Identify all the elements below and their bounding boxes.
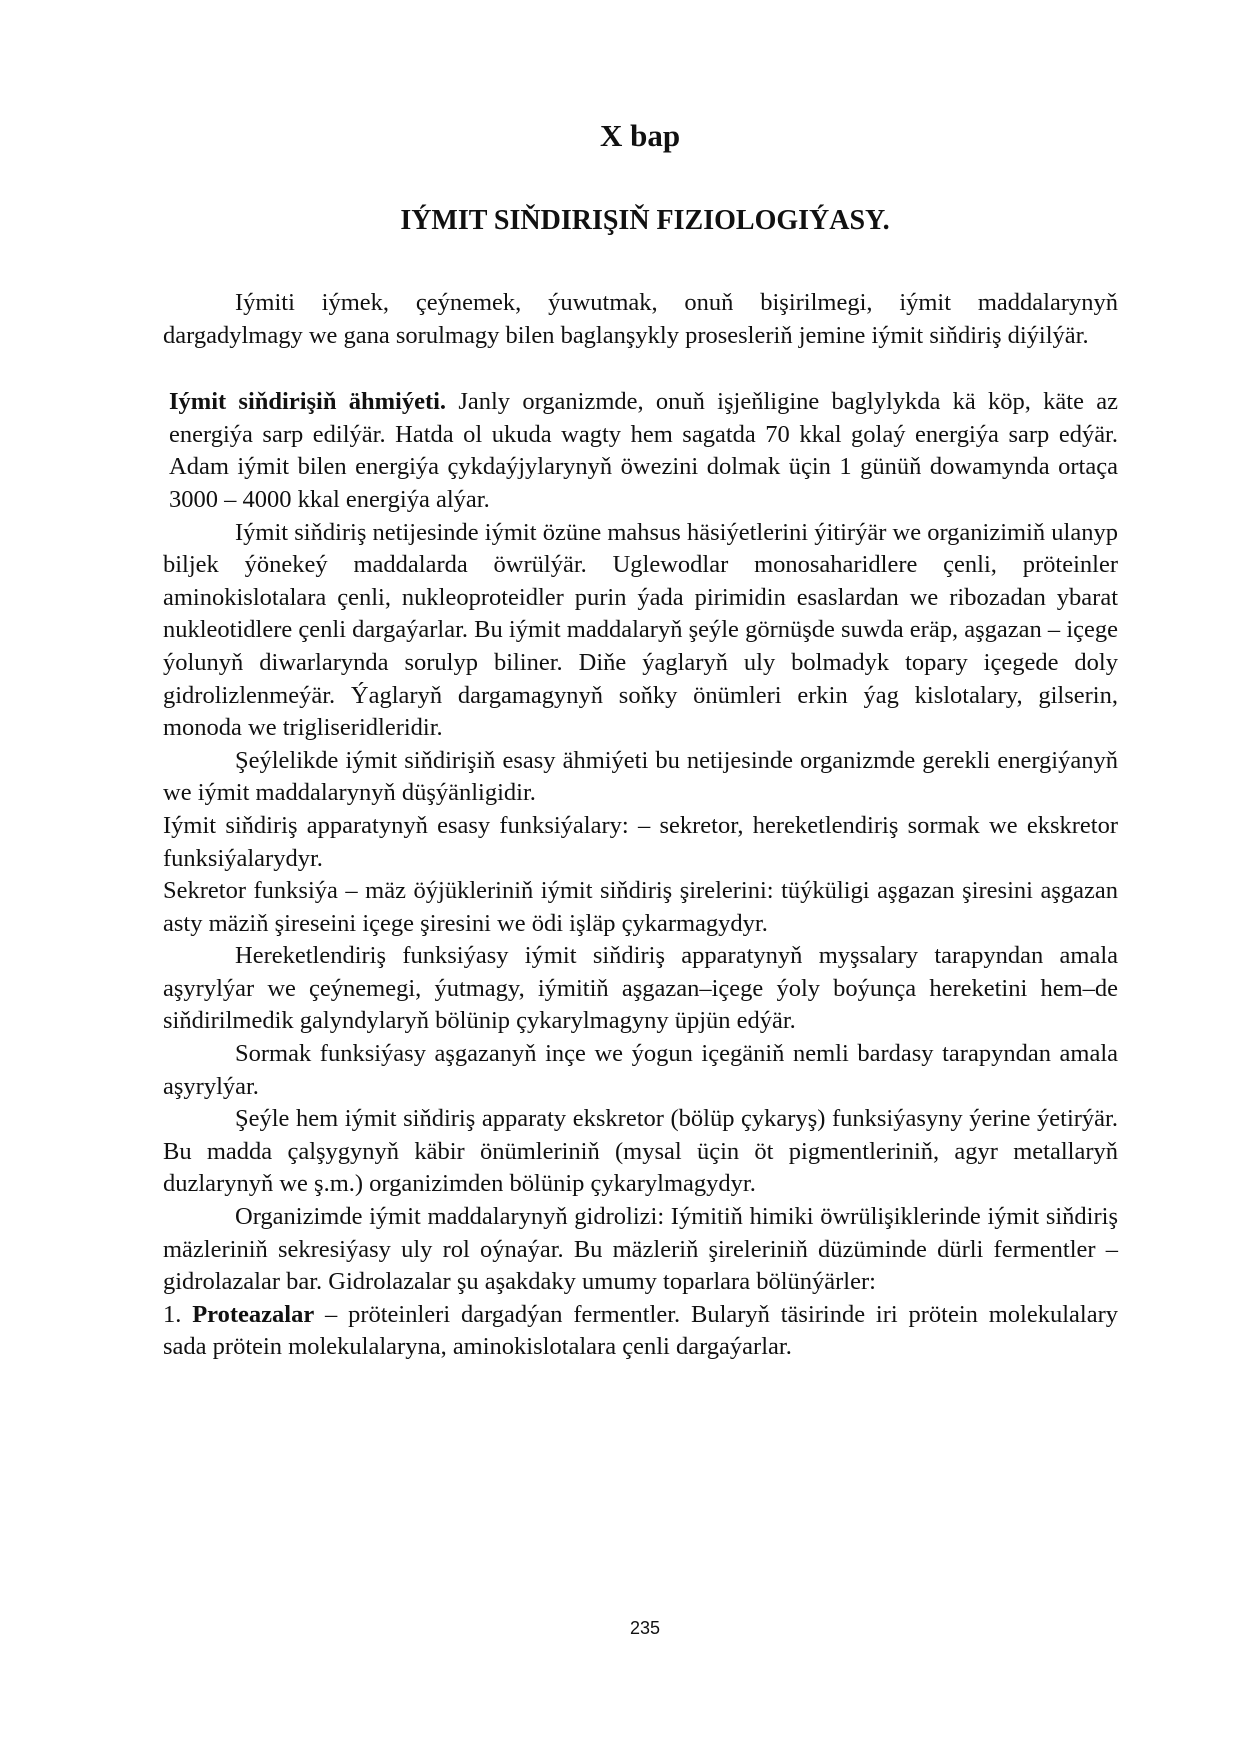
list-number: 1. xyxy=(163,1300,193,1328)
paragraph-hydrolysis: Organizimde iýmit maddalarynyň gidrolizi: Iýmitiň himiki öwrülişiklerinde iýmit siňdiriş mäzleriniň sekresiýasy uly rol oýnaýar. Bu mäzleriň şireleriniň düzüminde dürli fermentler – gidrolazalar bar. Gidrolazalar şu aşakdaky umumy toparlara bölünýärler: xyxy=(163,1203,1118,1296)
paragraph-secretory: Sekretor funksiýa – mäz öýjükleriniň iýmit siňdiriş şirelerini: tüýküligi aşgazan şiresini aşgazan asty mäziň şireseini içege şiresini we ödi işläp çykarmagydyr. xyxy=(163,877,1118,937)
chapter-title: IÝMIT SIŇDIRIŞIŇ FIZIOLOGIÝASY. xyxy=(400,205,890,236)
importance-heading: Iýmit siňdirişiň ähmiýeti. xyxy=(169,388,447,416)
chapter-heading: X bap xyxy=(599,118,681,153)
paragraph-main-importance: Şeýlelikde iýmit siňdirişiň esasy ähmiýeti bu netijesinde organizmde gerekli energiýanyň we iýmit maddalarynyň düşýänligidir. xyxy=(163,746,1118,807)
body-text xyxy=(163,287,1118,1364)
page-number: 235 xyxy=(629,1618,661,1638)
paragraph-excretory: Şeýle hem iýmit siňdiriş apparaty ekskretor (bölüp çykaryş) funksiýasyny ýerine ýetirýär. Bu madda çalşygynyň käbir önümleriniň (mysal üçin öt pigmentleriniň, agyr metallaryň duzlarynyň we ş.m.) organizimden bölünip çykarylmagydyr. xyxy=(163,1105,1118,1198)
importance-text: Janly organizmde, onuň işjeňligine baglylykda kä köp, käte az energiýa sarp edilýär. Hatda ol ukuda wagty hem sagatda 70 kkal golaý energiýa sarp edýär. Adam iýmit bilen energiýa çykdaýjylarynyň öwezini dolmak üçin 1 günüň dowamynda ortaça 3000 – 4000 kkal energiýa alýar. xyxy=(169,388,1119,513)
paragraph-importance xyxy=(163,386,1118,516)
paragraph-functions: Iýmit siňdiriş apparatynyň esasy funksiýalary: – sekretor, hereketlendiriş sormak we ekskretor funksiýalarydyr. xyxy=(163,811,1118,872)
paragraph-motor: Hereketlendiriş funksiýasy iýmit siňdiriş apparatynyň myşsalary tarapyndan amala aşyrylýar we çeýnemegi, ýutmagy, iýmitiň aşgazan–içege ýoly boýunça hereketini hem–de siňdirilmedik galyndylaryň bölünip çykarylmagyny üpjün edýär. xyxy=(163,942,1118,1035)
paragraph-proteases xyxy=(163,1299,1118,1364)
paragraph-absorption: Sormak funksiýasy aşgazanyň inçe we ýogun içegäniň nemli bardasy tarapyndan amala aşyrylýar. xyxy=(163,1040,1118,1100)
proteases-term: Proteazalar xyxy=(192,1300,315,1328)
proteases-text: – pröteinleri dargadýan fermentler. Bularyň täsirinde iri prötein molekulalary sada prötein molekulalaryna, aminokislotalara çenli dargaýarlar. xyxy=(163,1300,1118,1361)
paragraph-digestion-result: Iýmit siňdiriş netijesinde iýmit özüne mahsus häsiýetlerini ýitirýär we organizimiň ulanyp biljek ýönekeý maddalarda öwrülýär. Uglewodlar monosaharidlere çenli, pröteinler aminokislotalara çenli, nukleoproteidler purin ýada pirimidin esaslardan we ribozadan ybarat nukleotidlere çenli dargaýarlar. Bu iýmit maddalaryň şeýle görnüşde suwda eräp, aşgazan – içege ýolunyň diwarlarynda sorulyp biliner. Diňe ýaglaryň uly bolmadyk topary içegede doly gidrolizlenmeýär. Ýaglaryň dargamagynyň soňky önümleri erkin ýag kislotalary, gilserin, monoda we trigliseridleridir. xyxy=(163,518,1118,742)
paragraph-intro: Iýmiti iýmek, çeýnemek, ýuwutmak, onuň bişirilmegi, iýmit maddalarynyň dargadylmagy we gana sorulmagy bilen baglanşykly prosesleriň jemine iýmit siňdiriş diýilýär. xyxy=(163,289,1118,349)
